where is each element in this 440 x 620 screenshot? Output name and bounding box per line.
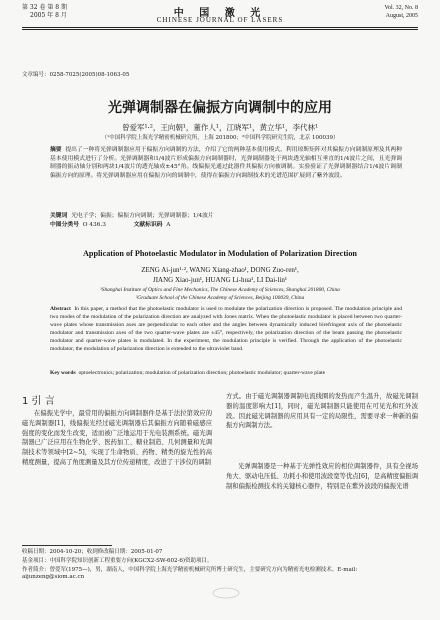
authors-cn: 曾爱军¹·²，王向朝¹，董作人¹，江晓军¹，黄立华¹，李代林¹	[122, 123, 318, 132]
watermark-seal	[211, 586, 241, 600]
volume-issue-cn: 第 32 卷 第 8 期	[22, 4, 67, 11]
keywords-cn	[50, 212, 402, 220]
authors-en-line1: ZENG Ai-jun¹·², WANG Xiang-zhao¹, DONG Zuo-ren¹,	[141, 266, 299, 274]
footnote-rule	[22, 545, 112, 546]
classification-line	[50, 221, 402, 229]
journal-name-cn: 中 国 激 光	[173, 8, 267, 19]
authors-en-line2: JIANG Xiao-jun¹, HUANG Li-hua¹, LI Dai-lin¹	[152, 276, 288, 284]
abstract-en-label: Abstract	[50, 306, 71, 312]
abstract-cn	[50, 146, 402, 180]
keywords-cn-label: 关键词	[50, 213, 68, 219]
body-right-column-p2: 光弹调制器是一种基于光弹性效应的相位调制器件，具有全视场角大、驱动电压低、功耗小和使用波段宽等优点[6]，是高精度偏振调制和偏振检测技术的关键核心器件，特别是在紫外波段的偏振光谱	[226, 463, 418, 490]
clc-value: O 436.3	[82, 222, 106, 228]
body-right-column-p1: 方式。由于磁光调制器调制电流线圈的发热而产生温升，故磁光调制器的温度影响大[1]，同时，磁光调制器只能使用在可见光和红外波段。因此磁光调制器的应用具有一定的局限性，需要寻求一种新的偏振方向调制方法。	[226, 393, 418, 430]
clc-label: 中图分类号	[50, 222, 79, 228]
title-cn: 光弹调制器在偏振方向调制中的应用	[108, 100, 332, 116]
header-rule	[22, 27, 418, 28]
date-cn: 2005 年 8 月	[30, 12, 67, 19]
section-1-heading: 1 引 言	[22, 396, 55, 407]
article-number: 文章编号：0258-7025(2005)08-1063-05	[22, 72, 130, 78]
date-en: August, 2005	[385, 13, 418, 19]
abstract-en-text: In this paper, a method that the photoelastic modulator is used to modulate the polarization direction is proposed. The modulation principle and two modes of the modulation of the polarization direction are analyzed with Jones matrix. When the photoelastic modulator is placed between two quarter-wave plates whose transmission axes are perpendicular to each other and the angles between dynamically induced birefringent axis of the photoelastic modulator and transmission axes of the two quarter-wave plates are ±45°, respectively, the polarization direction of the beam passing the photoelastic modulator and quarter-wave plates is modulated. In the experiment, the modulation principle is verified. Through the application of the photoelastic modulator, the modulation of polarization direction is extended to the ultraviolet band.	[50, 306, 402, 352]
affiliation-en-1: ¹Shanghai Institute of Optics and Fine Mechanics, The Chinese Academy of Sciences, Shanghai 201800, China	[100, 287, 340, 293]
footnote-author: 作者简介：曾爱军(1975—)，男，湖南人，中国科学院上海光学精密机械研究所博士研究生，主要研究方向为精密光电检测技术。E-mail: aijunzeng@siom.ac.cn	[22, 567, 358, 580]
body-left-column: 在偏振光学中，最常用的偏振方向调制器件是基于法拉第效应的磁光调制器[1]，线偏振光经过磁光调制器后其偏振方向随着磁感应强度的变化而发生改变，适而被广泛地运用于光电装测系统。磁光调制器已广泛应用在生物化学、医药加工、糖业制造、几何测量和光调制技术等领域中[2~5]，实现了生命物质、药物、精类的旋光性的高精度测量，提高了角度测量及其方位传递精度，改进了干涉仪的调制	[22, 410, 212, 466]
abstract-cn-text: 提出了一种将光弹调制器应用于偏振方向调制的方法，介绍了它的两种基本使用模式，利用琼斯矩阵对其偏振方向调制原理及其两种基本使用模式进行了分析。光弹调制器和1/4波片形成偏振方向调制器时，光弹调制器处于两块透光轴相互垂直的1/4波片之间，且光弹调制器的振动轴分别和两块1/4波片的透光轴成±45°角。线偏振光通过此器件其偏振方向被调制。实验验证了光弹调制器结合1/4波片调制偏振方向的原理。将光弹调制器应用在偏振方向的调制中，使得在偏振方向调制技术的光谱范围扩展到了紫外波段。	[50, 147, 402, 179]
doc-code-value: A	[166, 222, 171, 228]
footnote-received: 收稿日期：2004-10-20；收到修改稿日期：2005-01-07	[22, 549, 163, 555]
affiliation-en-2: ²Graduate School of the Chinese Academy of Sciences, Beijing 100039, China	[135, 295, 305, 301]
keywords-cn-text: 光电子学；偏振；偏振方向调制；光弹调制器；1/4波片	[71, 213, 214, 219]
keywords-en	[50, 370, 402, 378]
journal-name-en: CHINESE JOURNAL OF LASERS	[156, 16, 284, 24]
header-rule-thin	[22, 29, 418, 30]
volume-issue-en: Vol. 32, No. 8	[384, 5, 418, 11]
title-en: Application of Photoelastic Modulator in Modulation of Polarization Direction	[83, 249, 357, 258]
keywords-en-text: optoelectronics; polarization; modulation of polarization direction; photoelastic modulator; quarter-wave plate	[78, 370, 326, 376]
abstract-en	[50, 306, 402, 353]
affiliation-cn: （¹中国科学院上海光学精密机械研究所，上海 201800；²中国科学院研究生院，北京 100039）	[101, 135, 339, 141]
abstract-cn-label: 摘要	[50, 147, 62, 153]
footnote-funding: 基金项目：中国科学院知识创新工程重要方向(KGCX2-SW-602-6)资助项目。	[22, 558, 213, 564]
doc-code-label: 文献标识码	[133, 222, 163, 228]
keywords-en-label: Key words	[50, 370, 76, 376]
